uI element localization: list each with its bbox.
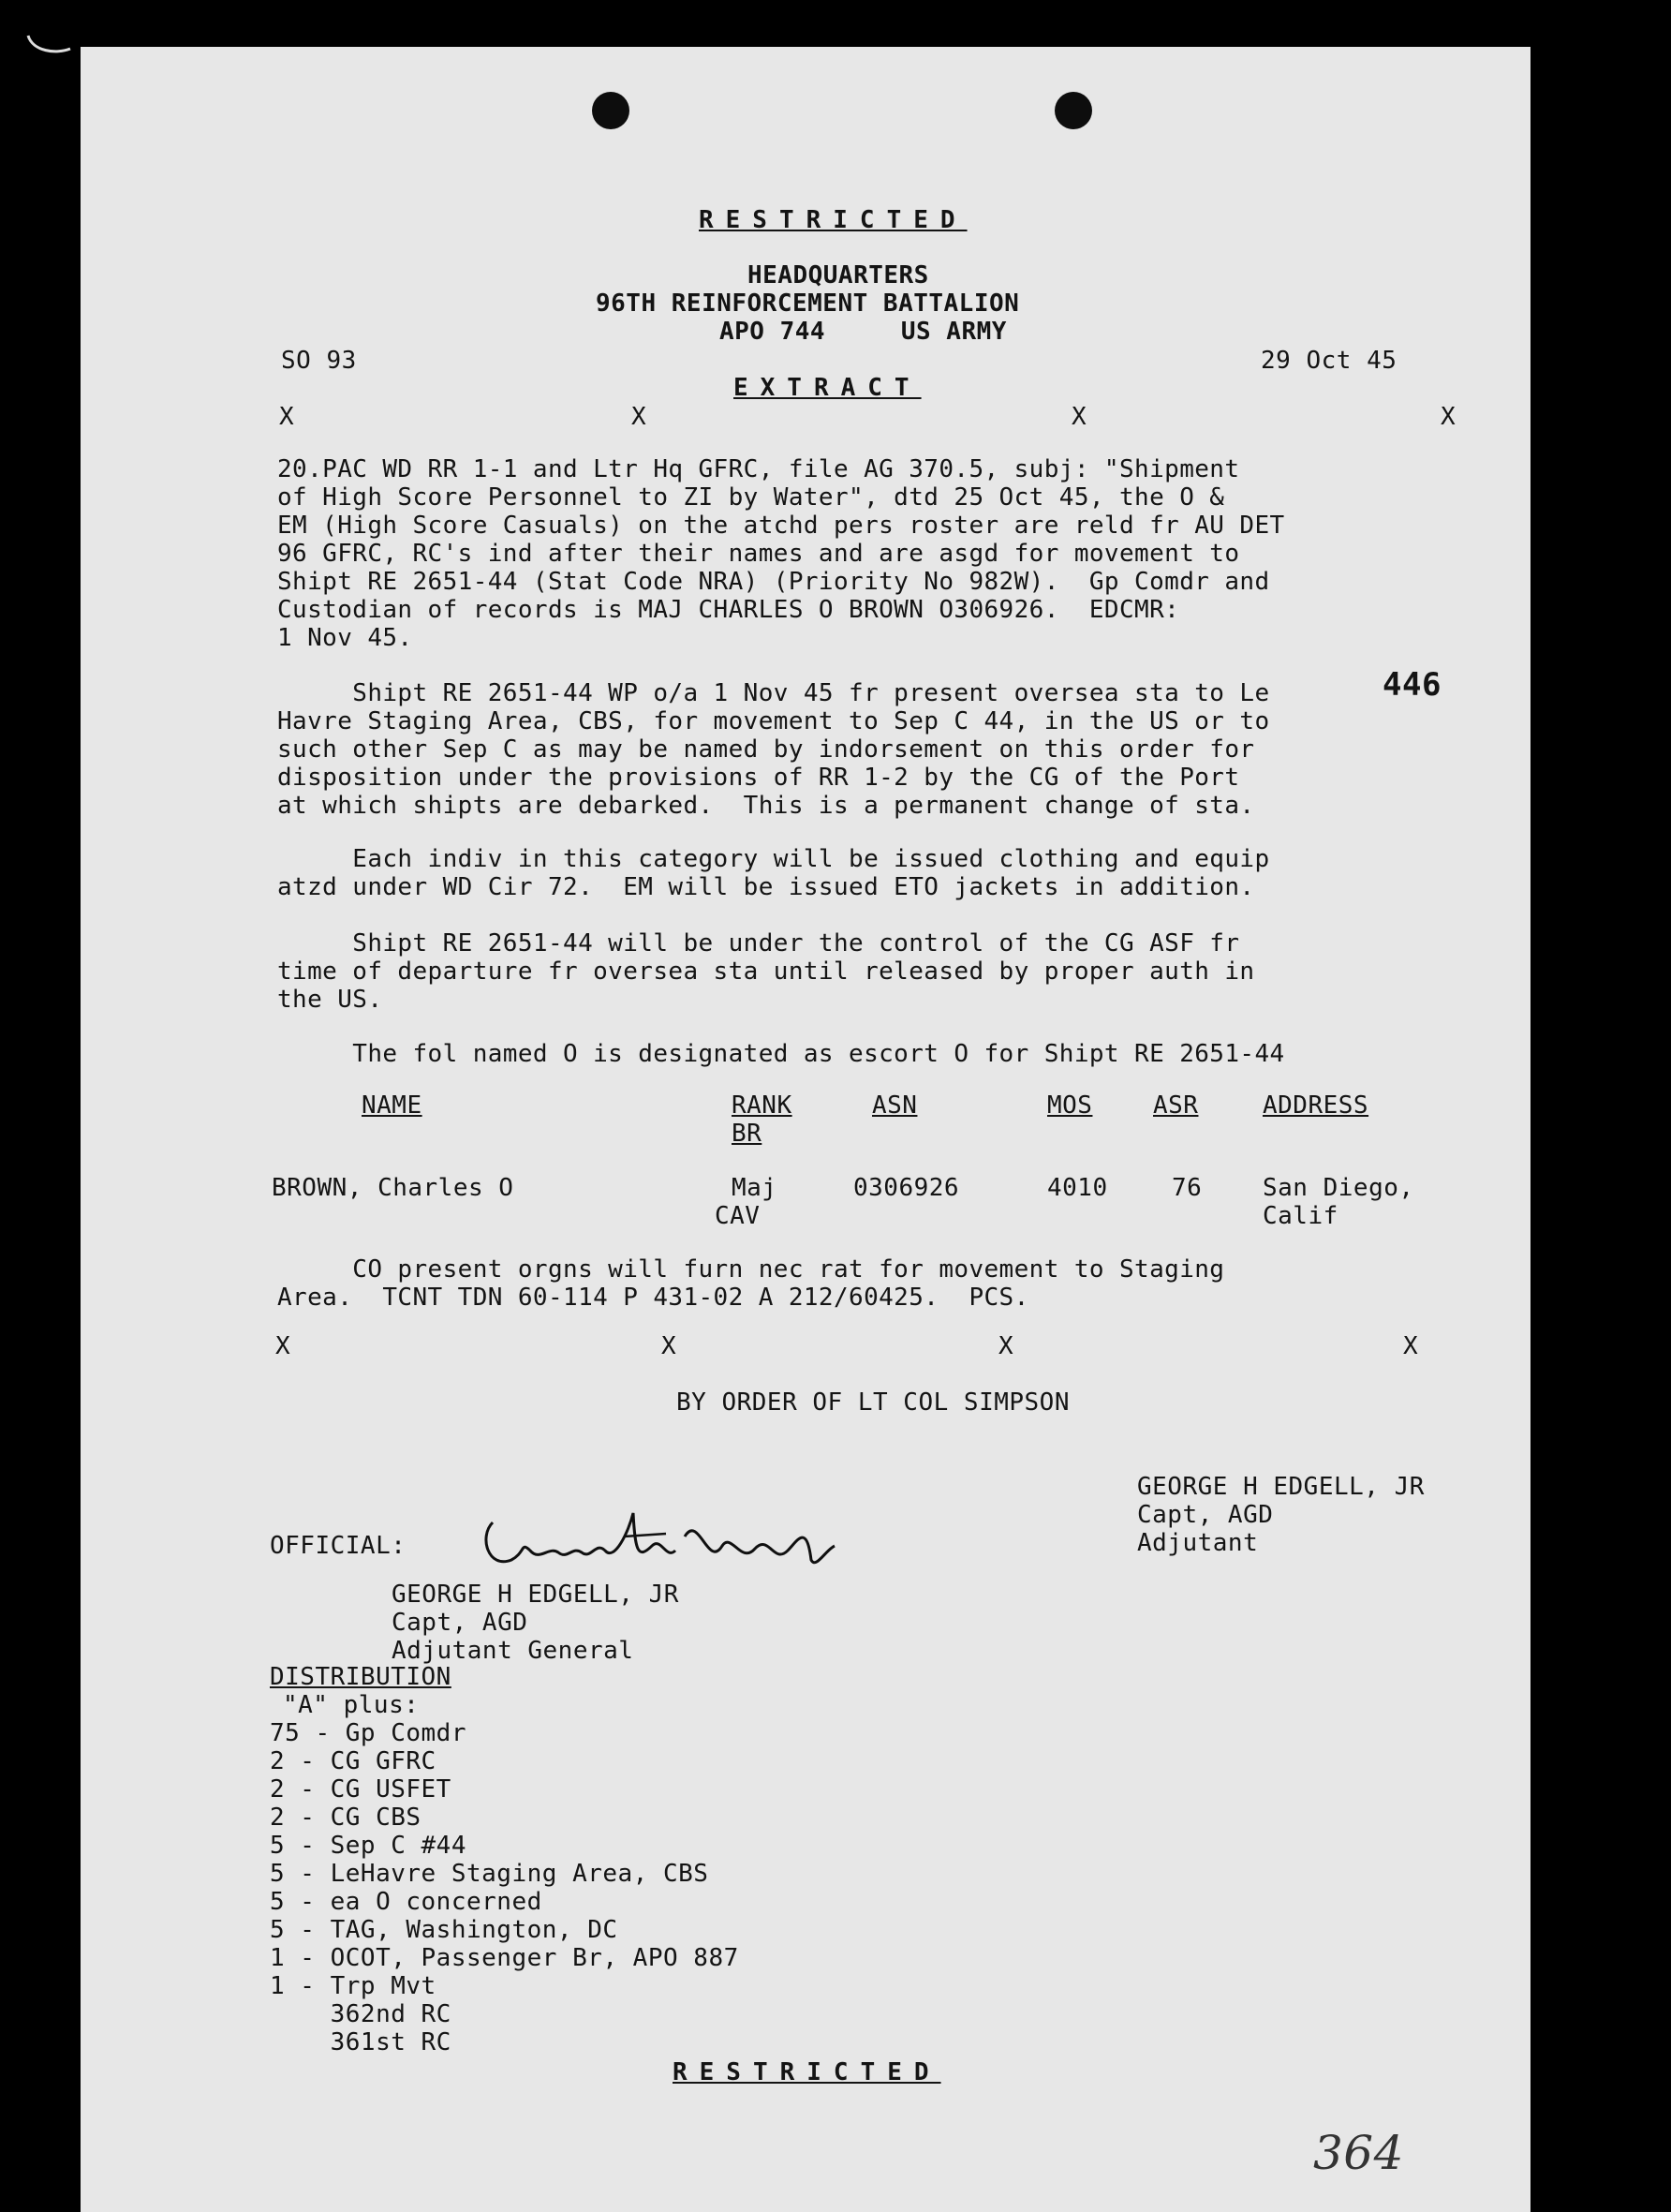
row-mos: 4010	[1047, 1174, 1108, 1202]
unit-name: 96TH REINFORCEMENT BATTALION	[596, 289, 1020, 318]
row-address-1: San Diego,	[1263, 1174, 1414, 1202]
distribution-line: 5 - Sep C #44	[270, 1832, 466, 1860]
row-rank: Maj	[732, 1174, 777, 1202]
col-name: NAME	[362, 1091, 422, 1120]
official-title: Adjutant General	[392, 1637, 634, 1665]
row-address-2: Calif	[1263, 1202, 1338, 1230]
x-mark: X	[1403, 1332, 1419, 1360]
page-number-mark: 446	[1383, 666, 1442, 704]
distribution-line: 5 - LeHavre Staging Area, CBS	[270, 1860, 709, 1888]
distribution-line: "A" plus:	[283, 1691, 420, 1719]
row-asn: 0306926	[853, 1174, 960, 1202]
official-label: OFFICIAL:	[270, 1532, 407, 1560]
punch-hole-left	[592, 92, 629, 129]
paragraph-clothing: Each indiv in this category will be issued clothing and equip atzd under WD Cir 72. EM will be issued ETO jackets in addition.	[277, 845, 1270, 901]
paragraph-control: Shipt RE 2651-44 will be under the control of the CG ASF fr time of departure fr oversea sta until released by proper auth in the US.	[277, 929, 1255, 1014]
signer-name: GEORGE H EDGELL, JR	[1137, 1473, 1425, 1501]
punch-hole-right	[1055, 92, 1092, 129]
paragraph-rations: CO present orgns will furn nec rat for movement to Staging Area. TCNT TDN 60-114 P 431-02 A 212/60425. PCS.	[277, 1255, 1225, 1312]
x-mark: X	[279, 403, 295, 431]
distribution-line: 1 - Trp Mvt	[270, 1972, 436, 2000]
signer-title: Adjutant	[1137, 1529, 1259, 1557]
restricted-bottom: RESTRICTED	[673, 2058, 941, 2086]
headquarters: HEADQUARTERS	[747, 261, 929, 289]
distribution-line: 75 - Gp Comdr	[270, 1719, 466, 1747]
paragraph-20: 20.PAC WD RR 1-1 and Ltr Hq GFRC, file AG 370.5, subj: "Shipment of High Score Personnel to ZI by Water", dtd 25 Oct 45, the O & EM (High Score Casuals) on the atchd pers roster are reld fr AU DET 96 GFRC, RC's ind after their names and are asgd for movement to Shipt RE 2651-44 (Stat Code NRA) (Priority No 982W). Gp Comdr and Custodian of records is MAJ CHARLES O BROWN O306926. EDCMR: 1 Nov 45.	[277, 455, 1285, 652]
col-asn: ASN	[872, 1091, 918, 1120]
x-mark: X	[661, 1332, 677, 1360]
distribution-line: 2 - CG GFRC	[270, 1747, 436, 1775]
x-mark: X	[998, 1332, 1014, 1360]
col-br: BR	[732, 1120, 762, 1148]
by-order-line: BY ORDER OF LT COL SIMPSON	[676, 1388, 1070, 1417]
distribution-line: 1 - OCOT, Passenger Br, APO 887	[270, 1944, 739, 1972]
distribution-heading: DISTRIBUTION	[270, 1663, 451, 1691]
apo-line: APO 744 US ARMY	[719, 318, 1007, 346]
distribution-line: 362nd RC	[270, 2000, 451, 2028]
distribution-line: 5 - ea O concerned	[270, 1888, 542, 1916]
paragraph-escort: The fol named O is designated as escort O for Shipt RE 2651-44	[277, 1040, 1285, 1068]
row-br: CAV	[715, 1202, 761, 1230]
restricted-top: RESTRICTED	[699, 206, 968, 234]
col-mos: MOS	[1047, 1091, 1093, 1120]
distribution-line: 2 - CG CBS	[270, 1804, 421, 1832]
order-date: 29 Oct 45	[1261, 347, 1397, 375]
signer-rank: Capt, AGD	[1137, 1501, 1274, 1529]
distribution-line: 361st RC	[270, 2028, 451, 2056]
distribution-line: 2 - CG USFET	[270, 1775, 451, 1804]
so-number: SO 93	[281, 347, 357, 375]
x-mark: X	[275, 1332, 291, 1360]
paragraph-movement: Shipt RE 2651-44 WP o/a 1 Nov 45 fr present oversea sta to Le Havre Staging Area, CBS, for movement to Sep C 44, in the US or to such other Sep C as may be named by indorsement on this order for disposition under the provisions of RR 1-2 by the CG of the Port at which shipts are debarked. This is a permanent change of sta.	[277, 679, 1270, 820]
handwritten-page-number: 364	[1313, 2126, 1404, 2180]
official-rank: Capt, AGD	[392, 1609, 528, 1637]
row-asr: 76	[1172, 1174, 1203, 1202]
distribution-line: 5 - TAG, Washington, DC	[270, 1916, 618, 1944]
col-address: ADDRESS	[1263, 1091, 1369, 1120]
x-mark: X	[1441, 403, 1457, 431]
col-asr: ASR	[1153, 1091, 1199, 1120]
corner-mark	[19, 28, 84, 66]
x-mark: X	[631, 403, 647, 431]
x-mark: X	[1072, 403, 1087, 431]
extract-title: EXTRACT	[733, 374, 922, 402]
official-name: GEORGE H EDGELL, JR	[392, 1581, 679, 1609]
document-page	[81, 47, 1531, 2212]
col-rank: RANK	[732, 1091, 792, 1120]
row-name: BROWN, Charles O	[272, 1174, 514, 1202]
